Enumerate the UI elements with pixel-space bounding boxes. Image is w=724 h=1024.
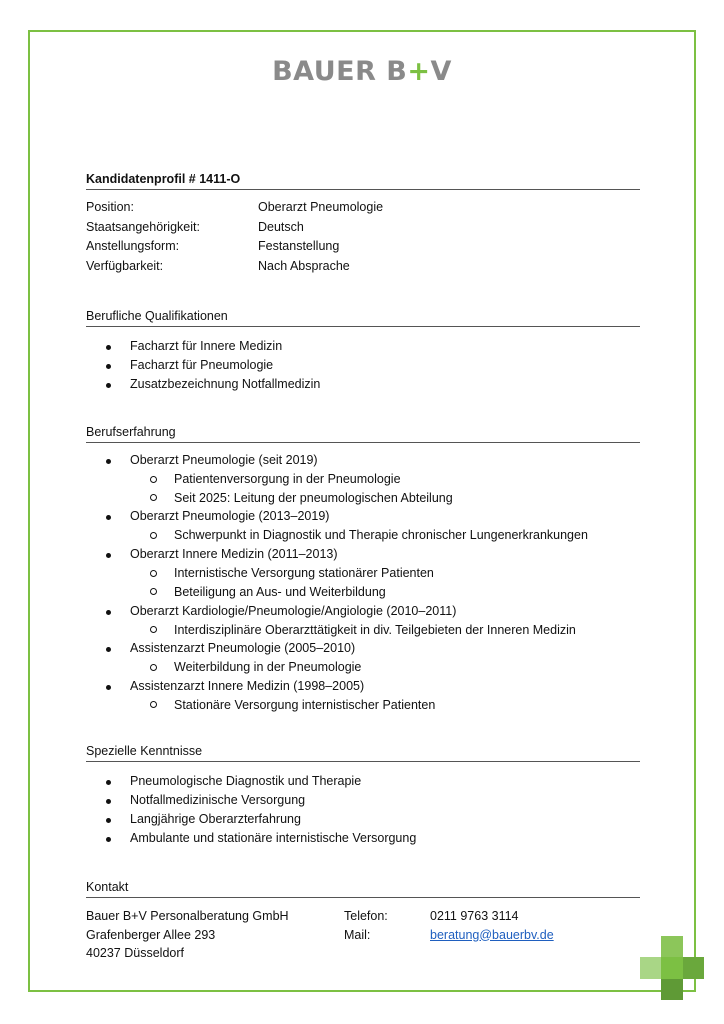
profile-field-value: Nach Absprache [258,258,350,273]
profile-title: Kandidatenprofil # 1411-O [86,170,640,190]
profile-field-label: Anstellungsform: [86,239,180,253]
experience-detail [130,470,640,489]
contact-row-2 [86,926,640,945]
qualification-item [86,337,640,356]
skills-section [86,742,640,848]
profile-fields [86,198,640,276]
profile-field-label: Position: [86,200,134,214]
experience-detail-text: Internistische Versorgung stationärer Patienten [174,566,434,581]
phone-number: 0211 9763 3114 [430,909,519,923]
experience-item [86,507,640,545]
profile-field-value: Festanstellung [258,239,340,253]
profile-field-value: Deutsch [258,219,304,234]
skills-list [86,772,640,848]
skill-item [86,829,640,848]
circle-bullet-icon [150,626,157,633]
phone-label: Telefon: [344,909,388,923]
profile-field-row [86,237,640,257]
experience-list [86,451,640,715]
skill-item-text: Ambulante und stationäre internistische Versorgung [130,831,417,845]
skills-title: Spezielle Kenntnisse [86,742,640,762]
circle-bullet-icon [150,494,157,501]
profile-field-row [86,218,640,238]
experience-detail [130,696,640,715]
profile-field-label: Staatsangehörigkeit: [86,219,200,234]
green-cross-icon [640,936,704,1000]
bullet-icon [106,515,111,520]
circle-bullet-icon [150,701,157,708]
contact-title: Kontakt [86,878,640,898]
circle-bullet-icon [150,476,157,483]
experience-detail [130,564,640,583]
experience-detail [130,658,640,677]
experience-item [86,545,640,601]
experience-item-text: Oberarzt Pneumologie (2013–2019) [130,509,330,524]
company-logo: BAUER B+V [272,56,452,87]
skill-item-text: Pneumologische Diagnostik und Therapie [130,774,362,788]
contact-section [86,878,640,963]
skill-item [86,772,640,791]
experience-item-text: Oberarzt Pneumologie (seit 2019) [130,453,318,467]
experience-detail-text: Stationäre Versorgung internistischer Patienten [174,697,436,712]
experience-detail [130,526,640,545]
qualifications-title: Berufliche Qualifikationen [86,307,640,327]
experience-detail-text: Patientenversorgung in der Pneumologie [174,472,401,486]
bullet-icon [106,383,111,388]
experience-detail [130,583,640,602]
bullet-icon [106,610,111,615]
circle-bullet-icon [150,570,157,577]
contact-row-1 [86,907,640,926]
skill-item-text: Langjährige Oberarzterfahrung [130,812,301,826]
experience-sublist [130,526,640,545]
bullet-icon [106,647,111,652]
profile-field-value: Oberarzt Pneumologie [258,200,384,214]
qualification-item-text: Zusatzbezeichnung Notfallmedizin [130,377,321,391]
experience-detail-text: Schwerpunkt in Diagnostik und Therapie chronischer Lungenerkrankungen [174,528,588,543]
experience-item [86,639,640,677]
experience-item-text: Assistenzarzt Innere Medizin (1998–2005) [130,678,365,693]
skill-item [86,810,640,829]
qualification-item-text: Facharzt für Innere Medizin [130,339,283,353]
company-name: Bauer B+V Personalberatung GmbH [86,909,289,923]
bullet-icon [106,780,111,785]
bullet-icon [106,459,111,464]
bullet-icon [106,553,111,558]
bullet-icon [106,799,111,804]
profile-field-row [86,257,640,277]
experience-sublist [130,658,640,677]
qualification-item [86,375,640,394]
experience-sublist [130,696,640,715]
qualification-item-text: Facharzt für Pneumologie [130,358,274,372]
experience-sublist [130,621,640,640]
experience-item [86,677,640,715]
experience-sublist [130,470,640,507]
experience-item-text: Oberarzt Kardiologie/Pneumologie/Angiologie (2010–2011) [130,603,457,618]
profile-field-row [86,198,640,218]
experience-detail-text: Weiterbildung in der Pneumologie [174,660,362,675]
contact-row-3 [86,944,640,963]
experience-item [86,451,640,507]
experience-detail [130,489,640,508]
skill-item [86,791,640,810]
experience-sublist [130,564,640,601]
mail-label: Mail: [344,927,371,942]
circle-bullet-icon [150,532,157,539]
bullet-icon [106,837,111,842]
experience-detail-text: Seit 2025: Leitung der pneumologischen Abteilung [174,490,453,505]
experience-section [86,423,640,715]
skill-item-text: Notfallmedizinische Versorgung [130,793,306,807]
qualifications-list [86,337,640,394]
circle-bullet-icon [150,588,157,595]
profile-field-label: Verfügbarkeit: [86,258,164,273]
experience-detail-text: Interdisziplinäre Oberarzttätigkeit in div. Teilgebieten der Inneren Medizin [174,622,576,637]
experience-item [86,602,640,640]
street-address: Grafenberger Allee 293 [86,927,216,942]
bullet-icon [106,364,111,369]
bullet-icon [106,345,111,350]
experience-detail-text: Beteiligung an Aus- und Weiterbildung [174,584,386,599]
experience-title: Berufserfahrung [86,423,640,443]
qualifications-section [86,307,640,394]
bullet-icon [106,685,111,690]
email-link[interactable]: beratung@bauerbv.de [430,927,554,942]
experience-item-text: Oberarzt Innere Medizin (2011–2013) [130,547,338,562]
city-address: 40237 Düsseldorf [86,946,184,960]
experience-item-text: Assistenzarzt Pneumologie (2005–2010) [130,641,356,656]
experience-detail [130,621,640,640]
profile-section [86,170,640,276]
circle-bullet-icon [150,664,157,671]
qualification-item [86,356,640,375]
bullet-icon [106,818,111,823]
